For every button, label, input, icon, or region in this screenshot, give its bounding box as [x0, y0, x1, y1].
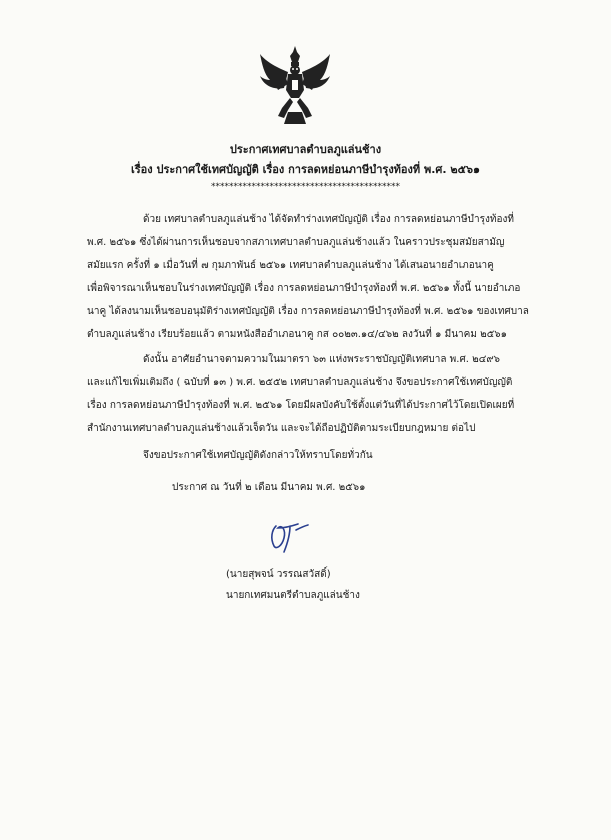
paragraph-1-line-4: เพื่อพิจารณาเห็นชอบในร่างเทศบัญญัติ เรื่อง การลดหย่อนภาษีบำรุงท้องที่ พ.ศ. ๒๕๖๑ ทั้งนี้ นายอำเภอ — [87, 283, 521, 294]
paragraph-2-line-1: ดังนั้น อาศัยอำนาจตามความในมาตรา ๖๓ แห่งพระราชบัญญัติเทศบาล พ.ศ. ๒๔๙๖ — [143, 354, 500, 365]
handwritten-signature — [262, 516, 312, 556]
paragraph-1-line-5: นาคู ได้ลงนามเห็นชอบอนุมัติร่างเทศบัญญัติ เรื่อง การลดหย่อนภาษีบำรุงท้องที่ พ.ศ. ๒๕๖๑ ของเทศบาล — [87, 306, 529, 317]
paragraph-1-line-6: ตำบลภูแล่นช้าง เรียบร้อยแล้ว ตามหนังสืออำเภอนาคู กส ๐๐๒๓.๑๔/๔๖๒ ลงวันที่ ๑ มีนาคม ๒๕๖๑ — [87, 329, 507, 340]
signer-position: นายกเทศมนตรีตำบลภูแล่นช้าง — [226, 590, 360, 601]
paragraph-2-line-4: สำนักงานเทศบาลตำบลภูแล่นช้างแล้วเจ็ดวัน และจะได้ถือปฏิบัติตามระเบียบกฎหมาย ต่อไป — [87, 423, 476, 434]
signer-name: (นายสุพจน์ วรรณสวัสดิ์) — [226, 569, 331, 580]
paragraph-2-line-3: เรื่อง การลดหย่อนภาษีบำรุงท้องที่ พ.ศ. ๒๕๖๑ โดยมีผลบังคับใช้ตั้งแต่วันที่ได้ประกาศไว้โดยเปิดเผยที่ — [87, 400, 515, 411]
paragraph-2-line-2: และแก้ไขเพิ่มเติมถึง ( ฉบับที่ ๑๓ ) พ.ศ. ๒๕๕๒ เทศบาลตำบลภูแล่นช้าง จึงขอประกาศใช้เทศบัญญัติ — [87, 377, 513, 388]
separator-stars: ****************************************** — [211, 182, 400, 192]
paragraph-1-line-1: ด้วย เทศบาลตำบลภูแล่นช้าง ได้จัดทำร่างเทศบัญญัติ เรื่อง การลดหย่อนภาษีบำรุงท้องที่ — [143, 214, 514, 225]
announcement-date: ประกาศ ณ วันที่ ๒ เดือน มีนาคม พ.ศ. ๒๕๖๑ — [172, 482, 366, 493]
document-subject: เรื่อง ประกาศใช้เทศบัญญัติ เรื่อง การลดหย่อนภาษีบำรุงท้องที่ พ.ศ. ๒๕๖๑ — [131, 163, 480, 176]
paragraph-1-line-3: สมัยแรก ครั้งที่ ๑ เมื่อวันที่ ๗ กุมภาพันธ์ ๒๕๖๑ เทศบาลตำบลภูแล่นช้าง ได้เสนอนายอำเภอนาคู — [87, 260, 494, 271]
garuda-emblem-icon — [258, 46, 332, 124]
document-org-title: ประกาศเทศบาลตำบลภูแล่นช้าง — [229, 143, 382, 156]
paragraph-3: จึงขอประกาศใช้เทศบัญญัติดังกล่าวให้ทราบโดยทั่วกัน — [143, 450, 373, 461]
paragraph-1-line-2: พ.ศ. ๒๕๖๑ ซึ่งได้ผ่านการเห็นชอบจากสภาเทศบาลตำบลภูแล่นช้างแล้ว ในคราวประชุมสมัยสามัญ — [87, 237, 505, 248]
